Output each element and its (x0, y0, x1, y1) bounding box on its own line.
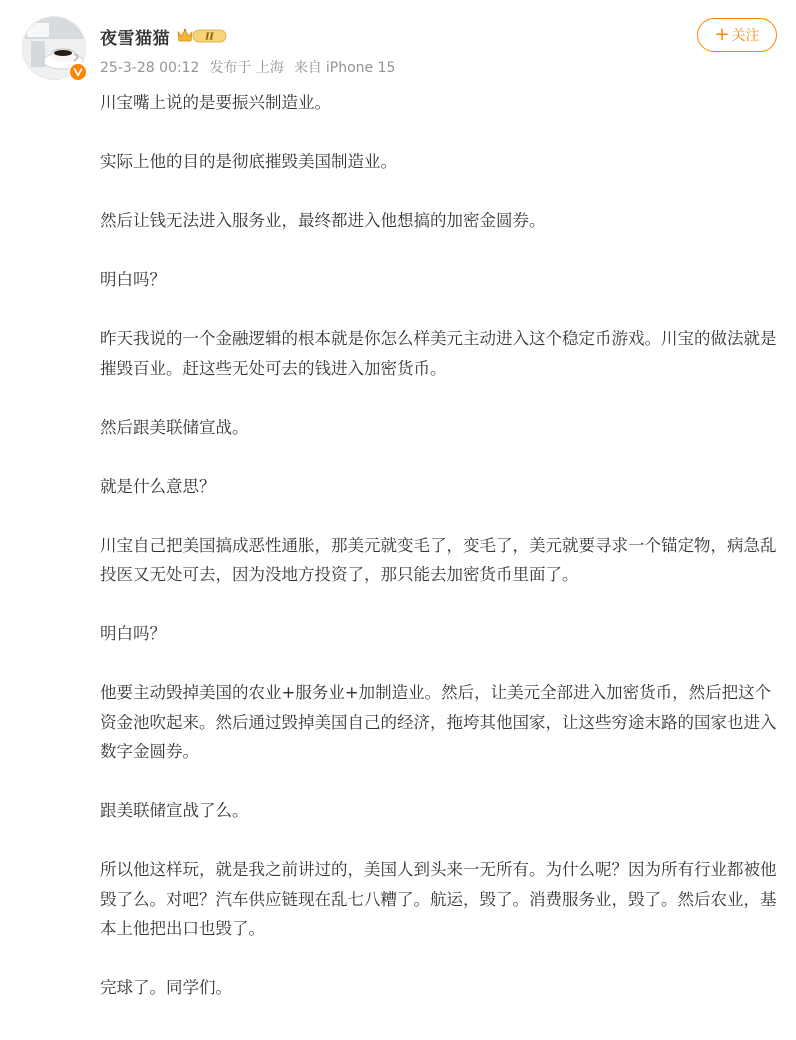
vip-level-badge-icon[interactable] (176, 27, 228, 45)
post-paragraph: 川宝自己把美国搞成恶性通胀，那美元就变毛了，变毛了，美元就要寻求一个锚定物，病急乱投医又无处可去，因为没地方投资了，那只能去加密货币里面了。 (100, 535, 777, 584)
post-paragraph: 然后跟美联储宣战。 (100, 417, 249, 437)
follow-button[interactable] (697, 18, 777, 52)
post-meta (100, 57, 405, 77)
post-paragraph: 他要主动毁掉美国的农业+服务业+加制造业。然后，让美元全部进入加密货币，然后把这个资金池吹起来。然后通过毁掉美国自己的经济，拖垮其他国家，让这些穷途末路的国家也进入数字金圆券。 (100, 683, 777, 761)
post-paragraph: 明白吗？ (100, 624, 166, 643)
post-paragraph: 明白吗？ (100, 270, 166, 289)
post-paragraph: 川宝嘴上说的是要振兴制造业。 (100, 93, 331, 112)
post-paragraph: 就是什么意思？ (100, 476, 216, 496)
post-location: 发布于 上海 (209, 60, 284, 76)
plus-icon: + (714, 24, 730, 45)
post-paragraph: 完球了。同学们。 (100, 978, 232, 997)
avatar-container[interactable] (22, 16, 86, 80)
post-paragraph: 所以他这样玩，就是我之前讲过的，美国人到头来一无所有。为什么呢？因为所有行业都被他毁了么。对吧？汽车供应链现在乱七八糟了。航运，毁了。消费服务业，毁了。然后农业，基本上他把出口也毁了。 (100, 860, 777, 938)
source-prefix: 来自 (293, 60, 322, 76)
post-time[interactable]: 25-3-28 00:12 (100, 60, 200, 76)
post-paragraph: 然后让钱无法进入服务业，最终都进入他想搞的加密金圆券。 (100, 211, 546, 230)
post-content (100, 88, 780, 1032)
username-link[interactable]: 夜雪猫猫 (100, 28, 170, 49)
verified-badge-icon (68, 62, 88, 82)
post-paragraph: 昨天我说的一个金融逻辑的根本就是你怎么样美元主动进入这个稳定币游戏。川宝的做法就是摧毁百业。赶这些无处可去的钱进入加密货币。 (100, 329, 777, 378)
name-row (100, 22, 228, 50)
post-paragraph: 实际上他的目的是彻底摧毁美国制造业。 (100, 152, 397, 171)
follow-button-label: 关注 (731, 28, 760, 44)
post-paragraph: 跟美联储宣战了么。 (100, 801, 249, 820)
svg-text:II: II (205, 32, 214, 43)
source-device: iPhone 15 (325, 60, 396, 76)
